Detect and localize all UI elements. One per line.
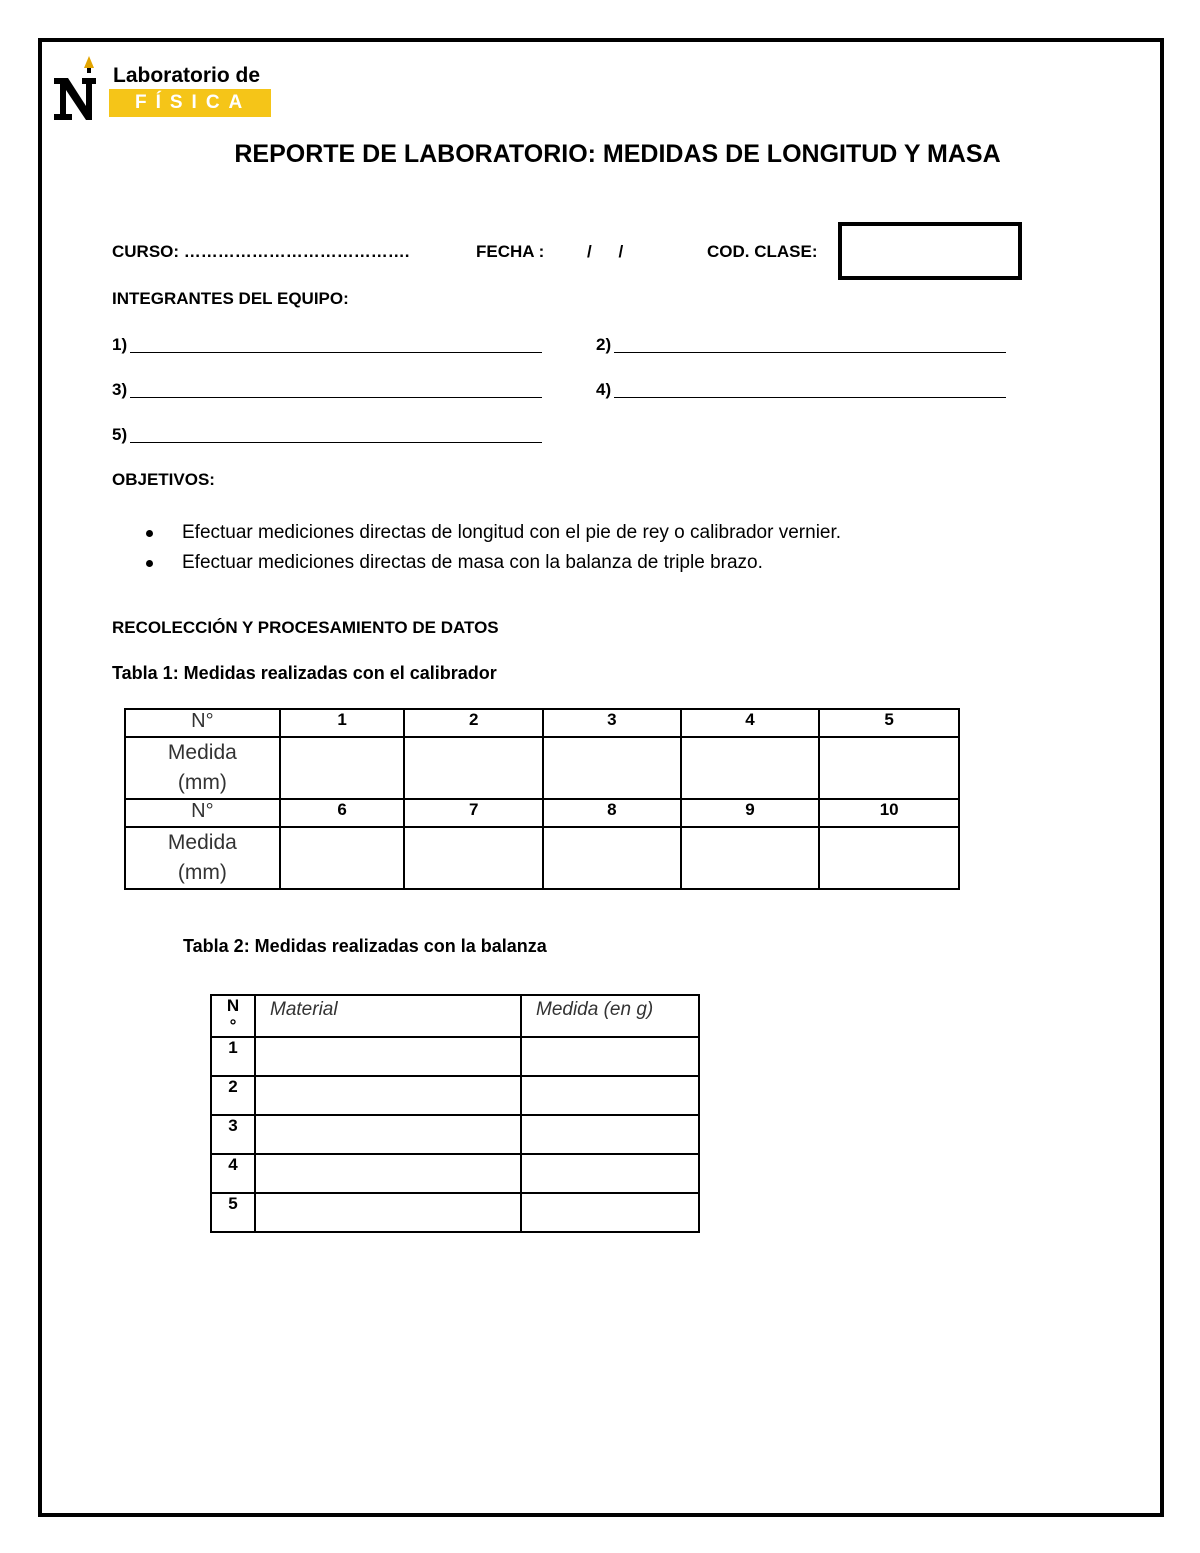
table2-medida-cell[interactable] (521, 1193, 699, 1232)
member-1-label: 1) (112, 335, 128, 354)
table2-row (211, 1115, 699, 1154)
table2-medida-cell[interactable] (521, 1037, 699, 1076)
table1-caption: Tabla 1: Medidas realizadas con el calibrador (112, 663, 497, 683)
table2-material-cell[interactable] (255, 1115, 521, 1154)
table1-col-header: 3 (543, 709, 681, 737)
table2-material-header: Material (255, 995, 521, 1037)
table1-col-header: 8 (543, 799, 681, 827)
table1-value-row-2 (125, 827, 959, 889)
table2-medida-cell[interactable] (521, 1115, 699, 1154)
cod-clase-label: COD. CLASE: (707, 242, 818, 261)
member-3-label: 3) (112, 380, 128, 399)
table1-cell[interactable] (819, 827, 959, 889)
table1-medida-text: Medida (167, 831, 237, 854)
table1-value-row-1 (125, 737, 959, 799)
member-4-label: 4) (596, 380, 612, 399)
table1-cell[interactable] (681, 737, 820, 799)
table2-n-header (211, 995, 255, 1037)
objetivos-list (140, 518, 841, 578)
table1-header-row-1 (125, 709, 959, 737)
logo-fisica-text: FÍSICA (135, 92, 252, 113)
table1-col-header: 6 (280, 799, 405, 827)
table1-medida-unit: (mm) (177, 771, 227, 794)
member-5-label: 5) (112, 425, 128, 444)
table1-cell[interactable] (543, 827, 681, 889)
table1-n-label: N° (125, 799, 280, 827)
table2-row-number: 2 (211, 1076, 255, 1115)
table1-cell[interactable] (280, 827, 405, 889)
table2-row (211, 1037, 699, 1076)
table1-col-header: 5 (819, 709, 959, 737)
member-3-line[interactable] (130, 397, 542, 398)
table2-row-number: 5 (211, 1193, 255, 1232)
table2-caption: Tabla 2: Medidas realizadas con la balanza (183, 936, 547, 956)
table1-medida-label (125, 827, 280, 889)
member-4-line[interactable] (614, 397, 1006, 398)
table2-material-cell[interactable] (255, 1076, 521, 1115)
fecha-label: FECHA : (476, 242, 545, 261)
table1-cell[interactable] (404, 827, 543, 889)
objetivo-item-1: Efectuar mediciones directas de longitud con el pie de rey o calibrador vernier. (140, 518, 841, 548)
member-1-line[interactable] (130, 352, 542, 353)
table1-medida-text: Medida (167, 741, 237, 764)
table2-degree-text: ° (229, 1016, 237, 1035)
table1-n-label: N° (125, 709, 280, 737)
section-title: RECOLECCIÓN Y PROCESAMIENTO DE DATOS (112, 618, 499, 637)
table2-material-cell[interactable] (255, 1037, 521, 1076)
cod-clase-box[interactable] (838, 222, 1022, 280)
objetivos-label: OBJETIVOS: (112, 470, 215, 489)
table1-cell[interactable] (404, 737, 543, 799)
table2-row (211, 1154, 699, 1193)
table2 (210, 994, 700, 1233)
table1-cell[interactable] (681, 827, 820, 889)
table1-header-row-2 (125, 799, 959, 827)
table2-row-number: 3 (211, 1115, 255, 1154)
table2-row-number: 1 (211, 1037, 255, 1076)
table2-medida-cell[interactable] (521, 1154, 699, 1193)
table1-col-header: 1 (280, 709, 405, 737)
member-2-label: 2) (596, 335, 612, 354)
table1-cell[interactable] (543, 737, 681, 799)
table1-cell[interactable] (280, 737, 405, 799)
curso-label: CURSO: …………………………………. (112, 242, 410, 261)
member-2-line[interactable] (614, 352, 1006, 353)
table2-header-row (211, 995, 699, 1037)
page-title: REPORTE DE LABORATORIO: MEDIDAS DE LONGITUD Y MASA (234, 140, 1001, 168)
table2-material-cell[interactable] (255, 1193, 521, 1232)
table1-col-header: 2 (404, 709, 543, 737)
table1 (124, 708, 960, 890)
table1-cell[interactable] (819, 737, 959, 799)
table1-col-header: 4 (681, 709, 820, 737)
member-5-line[interactable] (130, 442, 542, 443)
table2-row (211, 1076, 699, 1115)
logo-band (109, 89, 271, 117)
table2-medida-cell[interactable] (521, 1076, 699, 1115)
table1-col-header: 9 (681, 799, 820, 827)
objetivo-item-2: Efectuar mediciones directas de masa con la balanza de triple brazo. (140, 548, 841, 578)
table2-material-cell[interactable] (255, 1154, 521, 1193)
logo-lab-text: Laboratorio de (113, 64, 261, 87)
table2-row-number: 4 (211, 1154, 255, 1193)
table2-row (211, 1193, 699, 1232)
table2-n-text: N (226, 996, 240, 1015)
table1-col-header: 10 (819, 799, 959, 827)
table1-medida-unit: (mm) (177, 861, 227, 884)
table2-medida-header: Medida (en g) (521, 995, 699, 1037)
table1-medida-label (125, 737, 280, 799)
fecha-slashes: / / (587, 242, 624, 261)
integrantes-label: INTEGRANTES DEL EQUIPO: (112, 289, 349, 308)
logo-n-icon (52, 56, 102, 122)
table1-col-header: 7 (404, 799, 543, 827)
